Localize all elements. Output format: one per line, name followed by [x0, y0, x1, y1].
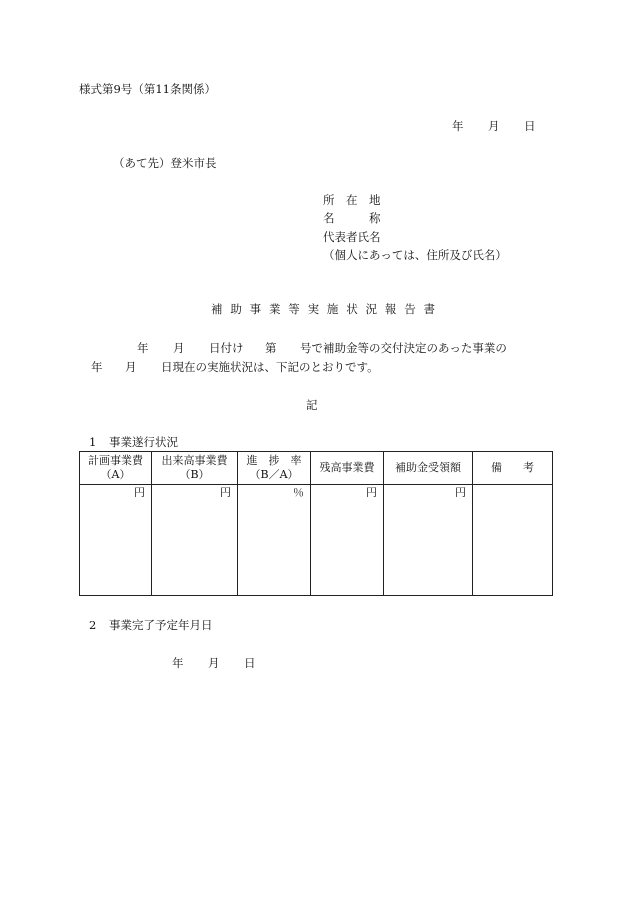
body-line2-month: 月 [125, 360, 137, 374]
address-label: 所 在 地 [323, 193, 381, 207]
body-line1-year: 年 [137, 341, 149, 355]
header-remarks-left: 備 [491, 461, 502, 474]
cell-subsidy-received[interactable]: 円 [384, 485, 473, 596]
completion-day: 日 [244, 656, 256, 670]
header-progress-rate [238, 452, 311, 485]
body-line1-number-prefix: 第 [265, 341, 277, 355]
header-remarks [473, 452, 553, 485]
header-remaining-cost-label: 残高事業費 [319, 461, 375, 474]
header-completed-cost-label: 出来高事業費 [161, 454, 228, 467]
cell-progress-rate[interactable]: ％ [238, 485, 311, 596]
individual-note: （個人にあっては、住所及び氏名） [323, 248, 507, 262]
header-subsidy-received-label: 補助金受領額 [395, 461, 461, 474]
header-subsidy-received [384, 452, 473, 485]
header-completed-cost-code: （B） [179, 468, 210, 481]
body-line2-year: 年 [91, 360, 103, 374]
header-completed-cost [152, 452, 238, 485]
header-progress-rate-label: 進 捗 率 [246, 454, 302, 467]
header-remarks-right: 考 [523, 461, 534, 474]
header-progress-rate-formula: （B／A） [249, 468, 299, 481]
body-line2-rest: 日現在の実施状況は、下記のとおりです。 [161, 360, 379, 374]
table-row [80, 485, 553, 596]
header-planned-cost-code: （A） [100, 468, 131, 481]
cell-completed-cost[interactable]: 円 [152, 485, 238, 596]
header-planned-cost-label: 計画事業費 [88, 454, 143, 467]
section2-number: 2 [89, 618, 97, 632]
addressee: （あて先）登米市長 [113, 156, 217, 170]
section2-label: 事業完了予定年月日 [109, 618, 213, 632]
section1-label: 事業遂行状況 [109, 435, 178, 449]
representative-label: 代表者氏名 [323, 230, 381, 244]
form-number: 様式第9号（第11条関係） [79, 82, 216, 96]
table-header-row [80, 452, 553, 485]
document-title: 補助事業等実施状況報告書 [211, 302, 443, 316]
cell-remaining-cost[interactable]: 円 [311, 485, 384, 596]
date-day: 日 [524, 119, 536, 133]
name-label: 名 称 [323, 211, 381, 225]
header-planned-cost [80, 452, 152, 485]
cell-planned-cost[interactable]: 円 [80, 485, 152, 596]
completion-year: 年 [172, 656, 184, 670]
ki-mark: 記 [306, 398, 318, 412]
progress-table [79, 451, 553, 596]
header-remaining-cost [311, 452, 384, 485]
body-line1-month: 月 [173, 341, 185, 355]
date-year: 年 [452, 119, 464, 133]
completion-month: 月 [208, 656, 220, 670]
section1-number: 1 [89, 435, 97, 449]
body-line1-dated: 日付け [209, 341, 244, 355]
cell-remarks[interactable] [473, 485, 553, 596]
body-line1-rest: 号で補助金等の交付決定のあった事業の [300, 341, 507, 355]
date-month: 月 [488, 119, 500, 133]
